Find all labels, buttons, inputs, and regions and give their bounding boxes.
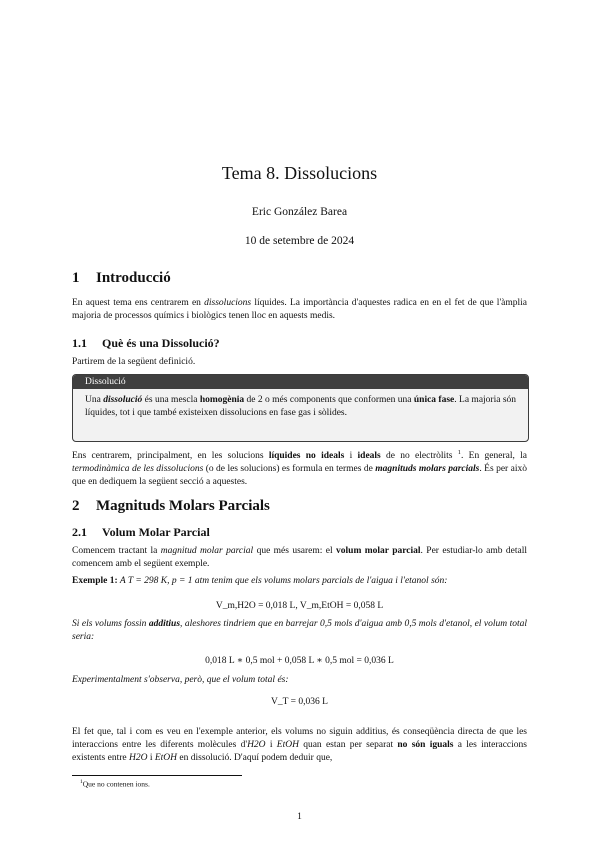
text-run: Si els volums fossin xyxy=(72,619,149,629)
term-magnituds-molars-parcials: magnituds molars parcials xyxy=(375,464,480,475)
intro-paragraph xyxy=(72,297,527,323)
example-additive xyxy=(72,618,527,644)
definition-box-body xyxy=(73,389,528,420)
term-unica-fase: única fase xyxy=(413,395,455,405)
emphasis-dissolucions: dissolucions xyxy=(204,298,252,308)
text-run: que més usarem: el xyxy=(253,546,337,556)
text-run: i xyxy=(265,740,277,750)
text-run: , aleshores tindriem que en barrejar 0,5 mols d'aigua amb 0,5 mols d'etanol, el volum total seria: xyxy=(72,619,527,642)
solutions-paragraph xyxy=(72,446,527,489)
page-number: 1 xyxy=(297,812,302,822)
equation-total-volume-measured: V_T = 0,036 L xyxy=(271,697,328,707)
section-number: 2 xyxy=(72,498,80,514)
text-run: de 2 o més components que conformen una xyxy=(244,395,414,405)
formula-h2o: H2O xyxy=(128,753,148,763)
emphasis-magnitud-molar-parcial: magnitud molar parcial xyxy=(160,546,254,556)
equation-total-volume-sum: 0,018 L ∗ 0,5 mol + 0,058 L ∗ 0,5 mol = 0,036 L xyxy=(205,656,394,666)
footnote-rule xyxy=(72,775,242,776)
section-number: 1 xyxy=(72,270,80,286)
text-run: de no electròlits xyxy=(380,451,458,462)
volum-molar-paragraph xyxy=(72,545,527,571)
text-run: En aquest tema ens centrarem en xyxy=(72,298,205,308)
subsection-title: Què és una Dissolució? xyxy=(102,336,220,350)
subsection-heading-2-1 xyxy=(72,525,210,540)
example-experimental: Experimentalment s'observa, però, que el volum total és: xyxy=(72,675,289,685)
text-run: Una xyxy=(85,395,104,405)
section-title: Introducció xyxy=(96,270,171,286)
equation-partial-volumes: V_m,H2O = 0,018 L, V_m,EtOH = 0,058 L xyxy=(215,601,384,611)
text-run: El fet que, tal i com es veu en l'exemple anterior, els volums no siguin additius, és conseqüència directa de que les interaccions entre les diferents molècules d' xyxy=(72,727,527,750)
subsection-title: Volum Molar Parcial xyxy=(102,525,210,539)
footnote-text: Que no contenen ions. xyxy=(82,779,150,789)
term-homogenia: homogènia xyxy=(199,395,245,405)
formula-etoh: EtOH xyxy=(154,753,178,763)
example-statement xyxy=(72,575,527,588)
emphasis-termodinamica: termodinàmica de les dissolucions xyxy=(72,464,204,475)
section-heading-1 xyxy=(72,270,171,287)
text-run: . La majoria són líquides, tot i que també existeixen dissolucions en fase gas i sòlides. xyxy=(85,395,517,418)
subsection-number: 1.1 xyxy=(72,336,87,350)
footnote xyxy=(80,779,150,789)
term-no-son-iguals: no són iguals xyxy=(397,740,454,750)
text-run: en dissolució. D'aquí podem deduir que, xyxy=(177,753,333,763)
term-additius: additius xyxy=(148,619,181,629)
text-run: . És per això que en dediquem la següent secció a aquestes. xyxy=(72,464,527,488)
text-run: Ens centrarem, principalment, en les solucions xyxy=(72,451,269,462)
text-run: A T = 298 K, p = 1 atm tenim que els volums molars parcials de l'aigua i l'etanol són: xyxy=(117,576,448,586)
text-run: Comencem tractant la xyxy=(72,546,161,556)
text-run: . En general, la xyxy=(461,451,527,462)
text-run: i xyxy=(147,753,155,763)
subsection-number: 2.1 xyxy=(72,525,87,539)
formula-etoh: EtOH xyxy=(276,740,299,750)
text-run: i xyxy=(344,451,358,462)
text-run: (o de les solucions) es formula en termes de xyxy=(203,464,376,475)
definition-box xyxy=(72,374,529,442)
term-dissolucio: dissolució xyxy=(103,395,143,405)
text-run: líquides. La importància d'aquestes radica en en el fet de que l'àmplia majoria de processos químics i biològics tenen lloc en aquests medis. xyxy=(72,298,528,321)
definition-box-header: Dissolució xyxy=(73,375,528,389)
formula-h2o: H2O xyxy=(247,740,266,750)
text-run: a les interaccions existents entre xyxy=(72,740,527,763)
term-liquides-no-ideals: líquides no ideals xyxy=(268,451,345,462)
term-volum-molar-parcial: volum molar parcial xyxy=(336,546,421,556)
document-title: Tema 8. Dissolucions xyxy=(221,163,378,183)
term-ideals: ideals xyxy=(357,451,381,462)
document-author: Eric González Barea xyxy=(251,206,348,218)
final-paragraph xyxy=(72,726,527,765)
document-date: 10 de setembre de 2024 xyxy=(244,235,355,247)
footnote-ref[interactable]: 1 xyxy=(457,449,462,456)
text-run: quan estan per separat xyxy=(298,740,398,750)
section-title: Magnituds Molars Parcials xyxy=(96,498,270,514)
section-heading-2 xyxy=(72,498,270,515)
example-label: Exemple 1: xyxy=(72,576,118,586)
definition-intro: Partirem de la següent definició. xyxy=(72,357,196,367)
subsection-heading-1-1 xyxy=(72,336,220,351)
text-run: és una mescla xyxy=(142,395,200,405)
text-run: . Per estudiar-lo amb detall comencem amb el següent exemple. xyxy=(72,546,527,569)
footnote-mark: 1 xyxy=(80,779,83,785)
